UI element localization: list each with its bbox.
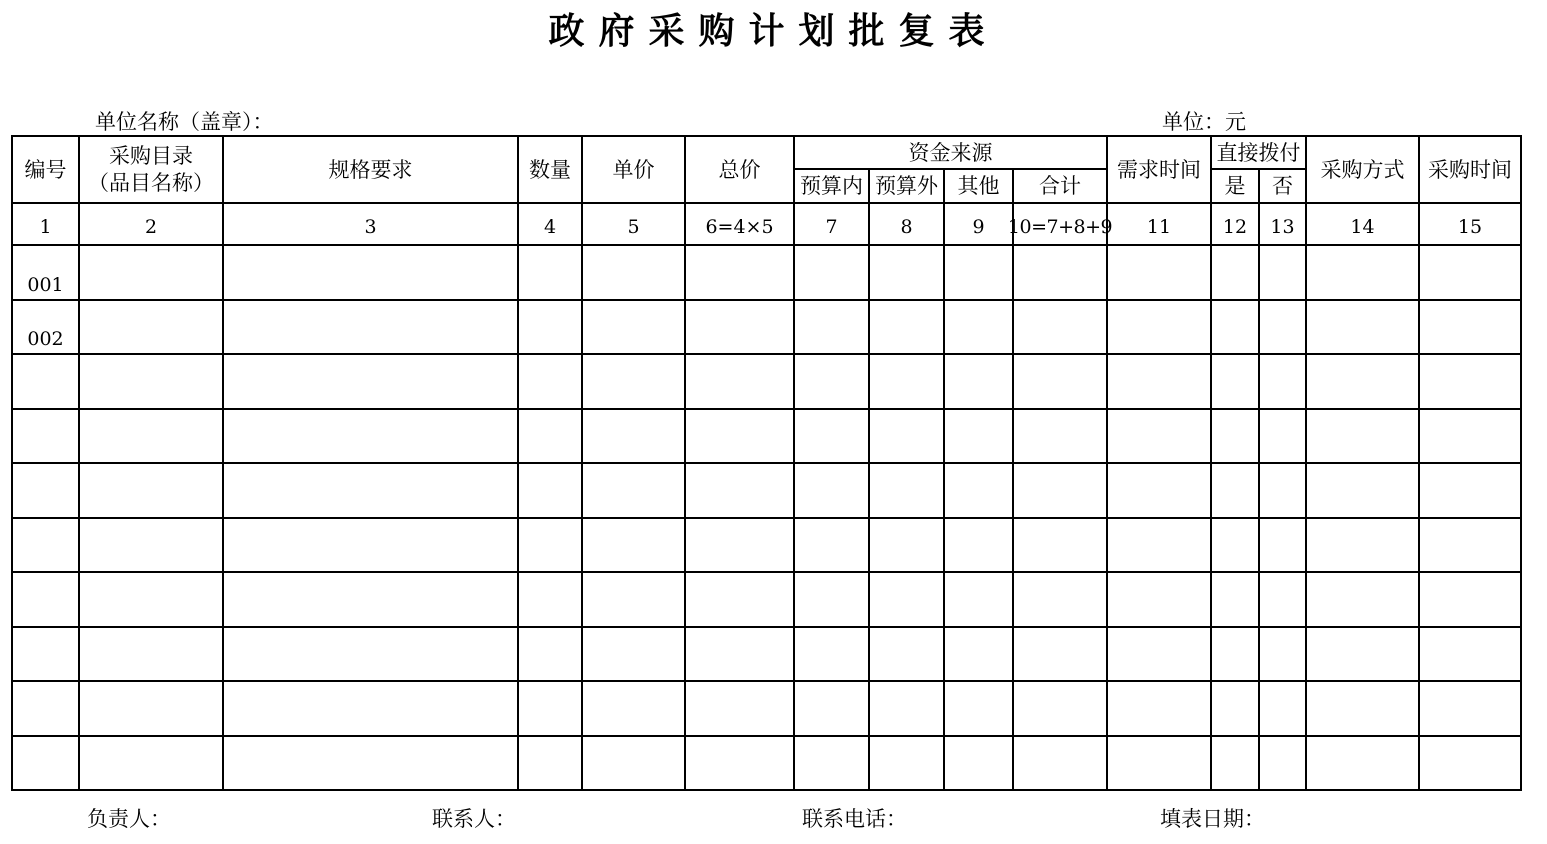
row-code (12, 463, 79, 518)
page-title: 政府采购计划批复表 (548, 11, 999, 52)
header-purchase-time: 采购时间 (1428, 157, 1512, 182)
header-no-option: 否 (1272, 174, 1293, 198)
footer-contact: 联系人： (432, 807, 516, 831)
column-number: 9 (972, 216, 985, 238)
header-no: 编号 (24, 157, 67, 182)
footer-fill-date: 填表日期： (1160, 807, 1265, 831)
row-code (12, 572, 79, 627)
currency-unit-label: 单位：元 (1162, 110, 1246, 134)
column-number: 15 (1457, 216, 1483, 238)
column-number: 5 (627, 216, 640, 238)
column-number: 4 (543, 216, 557, 238)
unit-name-label: 单位名称（盖章）： (95, 110, 274, 134)
header-catalog (79, 136, 223, 203)
column-number: 14 (1350, 216, 1375, 238)
header-total-price: 总价 (718, 157, 761, 182)
row-code (12, 681, 79, 736)
header-qty: 数量 (529, 157, 571, 182)
header-in-budget: 预算内 (800, 174, 863, 198)
header-method: 采购方式 (1320, 157, 1405, 182)
header-out-budget: 预算外 (875, 174, 938, 198)
column-number: 3 (364, 216, 377, 238)
header-catalog-line2: （品目名称） (88, 170, 214, 195)
footer-phone: 联系电话： (802, 807, 907, 831)
row-code: 002 (27, 328, 64, 350)
column-number: 1 (39, 216, 52, 238)
header-fund-source: 资金来源 (908, 140, 993, 165)
header-unit-price: 单价 (612, 157, 655, 182)
header-demand-time: 需求时间 (1117, 157, 1201, 182)
header-other: 其他 (957, 174, 1000, 198)
footer-responsible: 负责人： (87, 807, 171, 831)
column-number: 11 (1146, 216, 1172, 238)
row-code (12, 627, 79, 681)
column-number: 13 (1270, 216, 1295, 238)
header-subtotal: 合计 (1039, 174, 1081, 198)
column-number: 12 (1222, 216, 1248, 238)
column-number: 7 (825, 216, 838, 238)
column-number: 8 (900, 216, 913, 238)
row-code (12, 409, 79, 463)
column-number: 2 (144, 216, 158, 238)
header-direct-pay: 直接拨付 (1216, 140, 1301, 165)
row-code: 001 (27, 274, 64, 296)
row-code (12, 736, 79, 790)
header-catalog-line1: 采购目录 (109, 143, 193, 168)
column-number: 10=7+8+9 (1007, 216, 1113, 238)
header-spec: 规格要求 (328, 157, 413, 182)
row-code (12, 354, 79, 409)
column-number: 6=4×5 (705, 216, 774, 238)
header-yes: 是 (1224, 174, 1246, 198)
row-code (12, 518, 79, 572)
